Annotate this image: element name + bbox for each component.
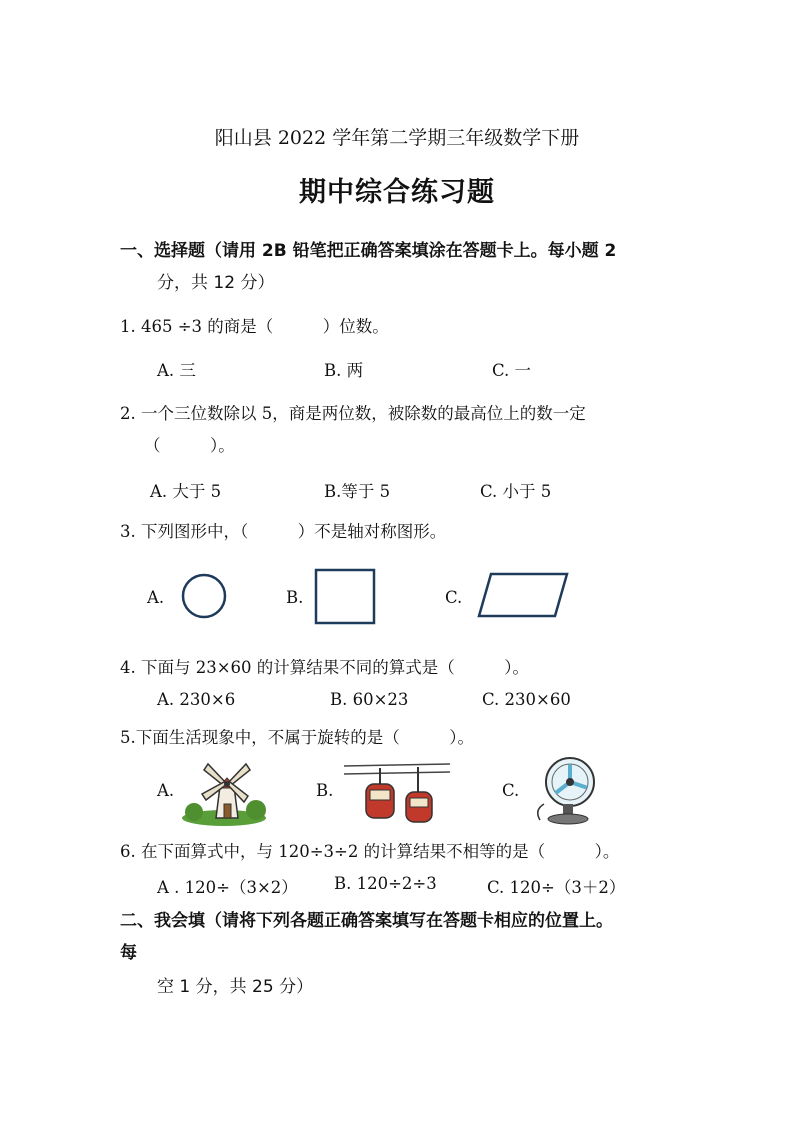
windmill-icon xyxy=(180,758,268,826)
section2-heading: 二、我会填（请将下列各题正确答案填写在答题卡相应的位置上。 xyxy=(120,911,613,931)
q3-option-b: B. xyxy=(286,588,304,607)
electric-fan-icon xyxy=(530,754,600,826)
question-6: 6. 在下面算式中，与 120÷3÷2 的计算结果不相等的是（ ）。 xyxy=(120,842,620,861)
question-1: 1. 465 ÷3 的商是（ ）位数。 xyxy=(120,317,389,336)
exam-title: 期中综合练习题 xyxy=(299,177,495,208)
question-2: 2. 一个三位数除以 5，商是两位数，被除数的最高位上的数一定 xyxy=(120,404,586,423)
section2-heading-cont2: 空 1 分，共 25 分） xyxy=(157,977,314,997)
q1-option-a: A. 三 xyxy=(157,361,196,380)
q6-option-c: C. 120÷（3＋2） xyxy=(487,878,626,897)
q1-option-c: C. 一 xyxy=(492,361,532,380)
q5-option-b: B. xyxy=(316,781,334,800)
q4-option-c: C. 230×60 xyxy=(482,690,571,709)
q6-option-a: A . 120÷（3×2） xyxy=(157,878,298,897)
exam-subtitle: 阳山县 2022 学年第二学期三年级数学下册 xyxy=(214,127,580,149)
q2-option-c: C. 小于 5 xyxy=(480,482,552,501)
q5-option-c: C. xyxy=(502,781,520,800)
question-5: 5.下面生活现象中，不属于旋转的是（ ）。 xyxy=(120,728,474,747)
q4-option-a: A. 230×6 xyxy=(157,690,236,709)
cable-car-icon xyxy=(342,758,452,826)
circle-figure xyxy=(180,572,230,622)
q3-option-a: A. xyxy=(147,588,165,607)
q6-option-b: B. 120÷2÷3 xyxy=(334,874,437,893)
section1-heading: 一、选择题（请用 2B 铅笔把正确答案填涂在答题卡上。每小题 2 xyxy=(120,241,617,261)
section2-heading-cont: 每 xyxy=(120,943,137,963)
section1-heading-cont: 分，共 12 分） xyxy=(157,273,275,293)
q2-option-b: B.等于 5 xyxy=(324,482,391,501)
question-3: 3. 下列图形中，（ ）不是轴对称图形。 xyxy=(120,522,447,541)
question-4: 4. 下面与 23×60 的计算结果不同的算式是（ ）。 xyxy=(120,658,530,677)
q3-option-c: C. xyxy=(445,588,463,607)
q2-option-a: A. 大于 5 xyxy=(150,482,222,501)
square-figure xyxy=(314,568,378,626)
q5-option-a: A. xyxy=(157,781,175,800)
q1-option-b: B. 两 xyxy=(324,361,364,380)
q4-option-b: B. 60×23 xyxy=(330,690,409,709)
question-2-cont: （ ）。 xyxy=(144,436,235,455)
parallelogram-figure xyxy=(477,571,571,619)
